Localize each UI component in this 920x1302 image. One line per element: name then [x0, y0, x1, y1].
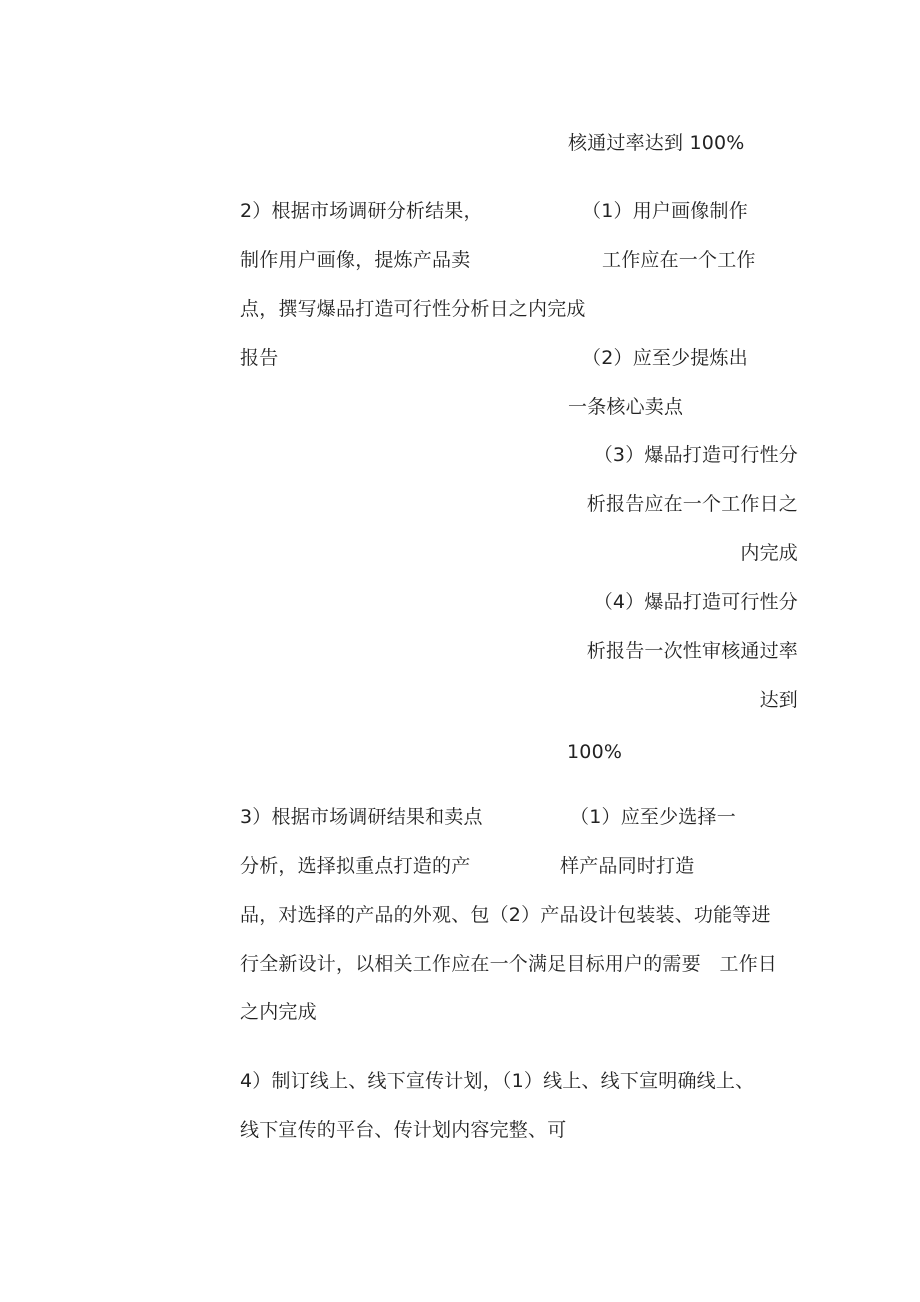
text-line: 制作用户画像，提炼产品卖: [240, 249, 471, 271]
text-line: 3）根据市场调研结果和卖点: [240, 806, 483, 828]
text-line: 核通过率达到 100%: [568, 132, 745, 154]
text-line: 工作应在一个工作: [602, 249, 756, 271]
text-line: 析报告应在一个工作日之: [586, 493, 798, 515]
text-line: 100%: [567, 741, 623, 763]
text-line: 2）根据市场调研分析结果，: [240, 200, 483, 222]
text-line: （3）爆品打造可行性分: [593, 444, 798, 466]
text-line: 内完成: [740, 542, 798, 564]
text-line: 行全新设计，以相关工作应在一个满足目标用户的需要 工作日: [240, 953, 778, 975]
text-line: 报告: [240, 347, 279, 369]
text-line: 线下宣传的平台、传计划内容完整、可: [240, 1119, 567, 1141]
text-line: 点，撰写爆品打造可行性分析日之内完成: [240, 298, 586, 320]
text-line: （2）应至少提炼出: [582, 347, 748, 369]
text-line: 之内完成: [240, 1001, 317, 1023]
text-line: 分析，选择拟重点打造的产: [240, 855, 471, 877]
text-line: （1）用户画像制作: [582, 200, 748, 222]
text-line: （1）应至少选择一: [570, 806, 736, 828]
text-line: （4）爆品打造可行性分: [593, 591, 798, 613]
text-line: 品，对选择的产品的外观、包（2）产品设计包装装、功能等进: [240, 904, 771, 926]
text-line: 样产品同时打造: [560, 855, 695, 877]
text-line: 析报告一次性审核通过率: [586, 640, 798, 662]
text-line: 达到: [759, 689, 798, 711]
text-line: 4）制订线上、线下宣传计划，（1）线上、线下宣明确线上、: [240, 1070, 755, 1092]
text-line: 一条核心卖点: [568, 396, 684, 418]
